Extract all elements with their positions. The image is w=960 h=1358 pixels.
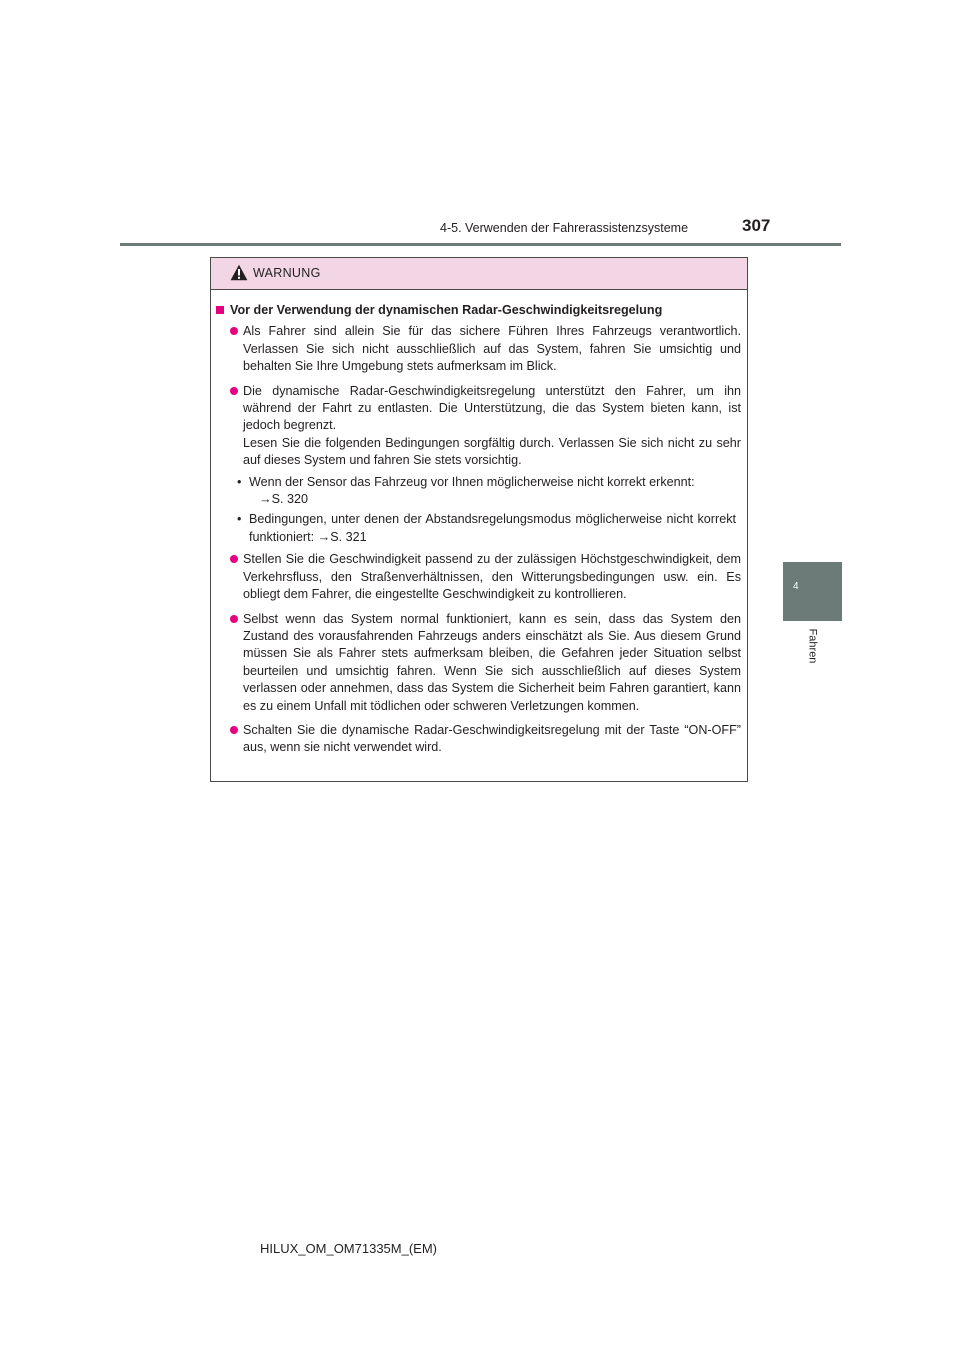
page-reference: →S. 320 bbox=[259, 492, 309, 507]
round-bullet-icon bbox=[230, 726, 238, 734]
list-item bbox=[230, 611, 742, 715]
warning-box bbox=[210, 257, 748, 782]
bullet-text: Als Fahrer sind allein Sie für das sichere Führen Ihres Fahrzeugs verantwortlich. Verlassen Sie sich nicht ausschließlich auf das System, fahren Sie umsichtig und behalten Sie Ihre Umgebung stets aufmerksam im Blick. bbox=[243, 324, 741, 374]
bullet-text-block bbox=[243, 383, 742, 470]
chapter-number: 4 bbox=[793, 581, 799, 592]
warning-header bbox=[211, 258, 747, 290]
warning-section-title: Vor der Verwendung der dynamischen Radar-Geschwindigkeitsregelung bbox=[230, 303, 663, 317]
sub-item-text-block bbox=[249, 511, 742, 546]
round-bullet-icon bbox=[230, 555, 238, 563]
warning-triangle-icon bbox=[230, 264, 248, 281]
round-bullet-icon bbox=[230, 387, 238, 395]
bullet-text: Die dynamische Radar-Geschwindigkeitsregelung unterstützt den Fahrer, um ihn während der Fahrt zu entlasten. Die Unterstützung, die das System bieten kann, ist jedoch begrenzt. bbox=[243, 383, 741, 433]
running-header-section: 4-5. Verwenden der Fahrerassistenzsysteme bbox=[440, 221, 689, 235]
warning-section-heading bbox=[216, 302, 742, 319]
chapter-tab bbox=[783, 562, 842, 621]
round-bullet-icon bbox=[230, 327, 238, 335]
chapter-label: Fahren bbox=[806, 628, 819, 664]
sub-bullet-mark: • bbox=[237, 512, 242, 527]
page-number: 307 bbox=[742, 216, 771, 235]
list-item bbox=[230, 323, 742, 375]
sub-list-item bbox=[233, 511, 742, 546]
bullet-text: Selbst wenn das System normal funktioniert, kann es sein, dass das System den Zustand des vorausfahrenden Fahrzeugs anders einschätzt als Sie. Aus diesem Grund müssen Sie als Fahrer stets aufmerksam bleiben, die Gefahren jeder Situation selbst beurteilen und umsichtig fahren. Wenn Sie sich ausschließlich auf dieses System verlassen oder annehmen, dass das System die Sicherheit beim Fahren garantiert, kann es zu einem Unfall mit tödlichen oder schweren Verletzungen kommen. bbox=[243, 611, 741, 713]
sub-item-text: Wenn der Sensor das Fahrzeug vor Ihnen möglicherweise nicht korrekt erkennt: bbox=[249, 474, 695, 489]
list-item bbox=[230, 551, 742, 603]
bullet-text: Schalten Sie die dynamische Radar-Geschwindigkeitsregelung mit der Taste “ON-OFF” aus, wenn sie nicht verwendet wird. bbox=[243, 722, 741, 755]
round-bullet-icon bbox=[230, 615, 238, 623]
sub-list-item bbox=[233, 474, 742, 509]
sub-item-text: Bedingungen, unter denen der Abstandsregelungsmodus möglicherweise nicht korrekt funktioniert: bbox=[249, 512, 736, 544]
sub-item-text-block bbox=[249, 474, 742, 509]
bullet-text-continued: Lesen Sie die folgenden Bedingungen sorgfältig durch. Verlassen Sie sich nicht zu sehr auf dieses System und fahren Sie stets vorsichtig. bbox=[243, 435, 741, 468]
warning-title: WARNUNG bbox=[253, 266, 321, 280]
page-reference: →S. 321 bbox=[317, 529, 367, 544]
chapter-label-container bbox=[783, 621, 842, 671]
list-item bbox=[230, 383, 742, 470]
document-code: HILUX_OM_OM71335M_(EM) bbox=[260, 1241, 437, 1256]
bullet-text: Stellen Sie die Geschwindigkeit passend zu der zulässigen Höchstgeschwindigkeit, dem Verkehrsfluss, den Straßenverhältnissen, den Witterungsbedingungen usw. ein. Es obliegt dem Fahrer, die eingestellte Geschwindigkeit zu kontrollieren. bbox=[243, 552, 741, 602]
sub-bullet-mark: • bbox=[237, 474, 242, 489]
square-bullet-icon bbox=[216, 306, 224, 314]
header-divider bbox=[120, 243, 841, 246]
list-item bbox=[230, 722, 742, 757]
warning-body bbox=[211, 290, 747, 757]
